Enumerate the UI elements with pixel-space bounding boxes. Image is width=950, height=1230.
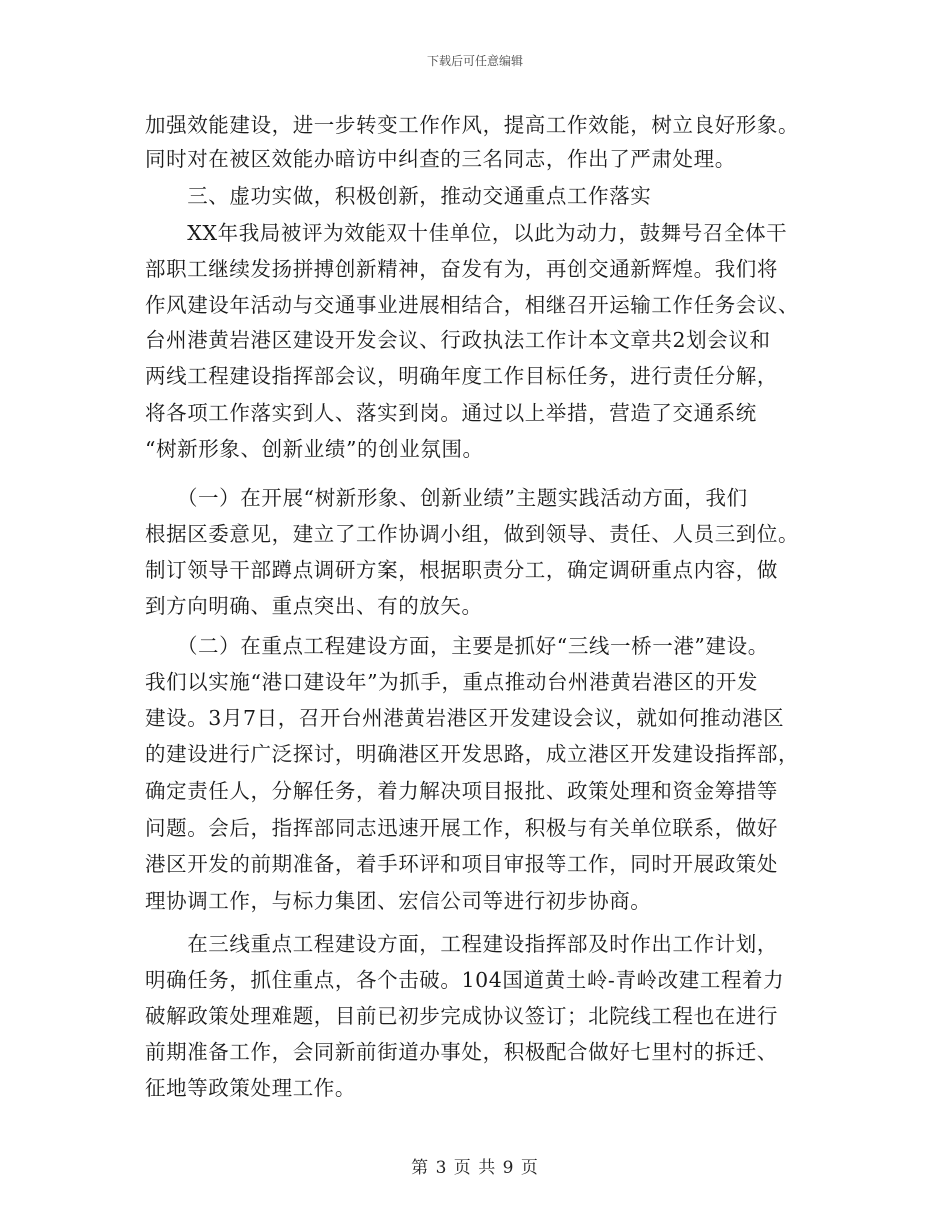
text-line: 到方向明确、重点突出、有的放矢。 <box>145 594 483 618</box>
text-line: 破解政策处理难题，目前已初步完成协议签订；北院线工程也在进行 <box>145 1004 778 1028</box>
text-line: 作风建设年活动与交通事业进展相结合，相继召开运输工作任务会议、 <box>145 293 800 317</box>
text-line: XX年我局被评为效能双十佳单位，以此为动力，鼓舞号召全体干 <box>145 221 788 245</box>
text-line: 根据区委意见，建立了工作协调小组，做到领导、责任、人员三到位。 <box>145 522 800 546</box>
page-footer: 第 3 页 共 9 页 <box>411 1158 539 1178</box>
text-line: 港区开发的前期准备，着手环评和项目审报等工作，同时开展政策处 <box>145 852 778 876</box>
section-heading: 三、虚功实做，积极创新，推动交通重点工作落实 <box>145 184 652 208</box>
text-line: 的建设进行广泛探讨，明确港区开发思路，成立港区开发建设指挥部， <box>145 742 800 766</box>
text-line: 两线工程建设指挥部会议，明确年度工作目标任务，进行责任分解， <box>145 364 778 388</box>
text-line: 制订领导干部蹲点调研方案，根据职责分工，确定调研重点内容，做 <box>145 558 778 582</box>
text-line: 理协调工作，与标力集团、宏信公司等进行初步协商。 <box>145 889 652 913</box>
text-line: （一）在开展“树新形象、创新业绩”主题实践活动方面，我们 <box>145 486 748 510</box>
text-line: 明确任务，抓住重点，各个击破。104国道黄土岭-青岭改建工程着力 <box>145 968 785 992</box>
text-line: 建设。3月7日，召开台州港黄岩港区开发建设会议，就如何推动港区 <box>145 706 785 730</box>
text-line: 在三线重点工程建设方面，工程建设指挥部及时作出工作计划， <box>145 932 778 956</box>
text-line: “树新形象、创新业绩”的创业氛围。 <box>145 437 484 461</box>
page-header: 下载后可任意编辑 <box>426 54 523 68</box>
text-line: 确定责任人，分解任务，着力解决项目报批、政策处理和资金筹措等 <box>145 779 778 803</box>
text-line: 部职工继续发扬拼搏创新精神，奋发有为，再创交通新辉煌。我们将 <box>145 257 778 281</box>
text-line: 征地等政策处理工作。 <box>145 1076 356 1100</box>
text-line: 问题。会后，指挥部同志迅速开展工作，积极与有关单位联系，做好 <box>145 816 778 840</box>
text-line: （二）在重点工程建设方面，主要是抓好“三线一桥一港”建设。 <box>145 634 769 658</box>
text-line: 前期准备工作，会同新前街道办事处，积极配合做好七里村的拆迁、 <box>145 1040 778 1064</box>
text-line: 我们以实施“港口建设年”为抓手，重点推动台州港黄岩港区的开发 <box>145 670 758 694</box>
text-line: 加强效能建设，进一步转变工作作风，提高工作效能，树立良好形象。 <box>145 113 800 137</box>
text-line: 将各项工作落实到人、落实到岗。通过以上举措，营造了交通系统 <box>145 401 757 425</box>
text-line: 台州港黄岩港区建设开发会议、行政执法工作计本文章共2划会议和 <box>145 328 771 352</box>
text-line: 同时对在被区效能办暗访中纠查的三名同志，作出了严肃处理。 <box>145 147 736 171</box>
